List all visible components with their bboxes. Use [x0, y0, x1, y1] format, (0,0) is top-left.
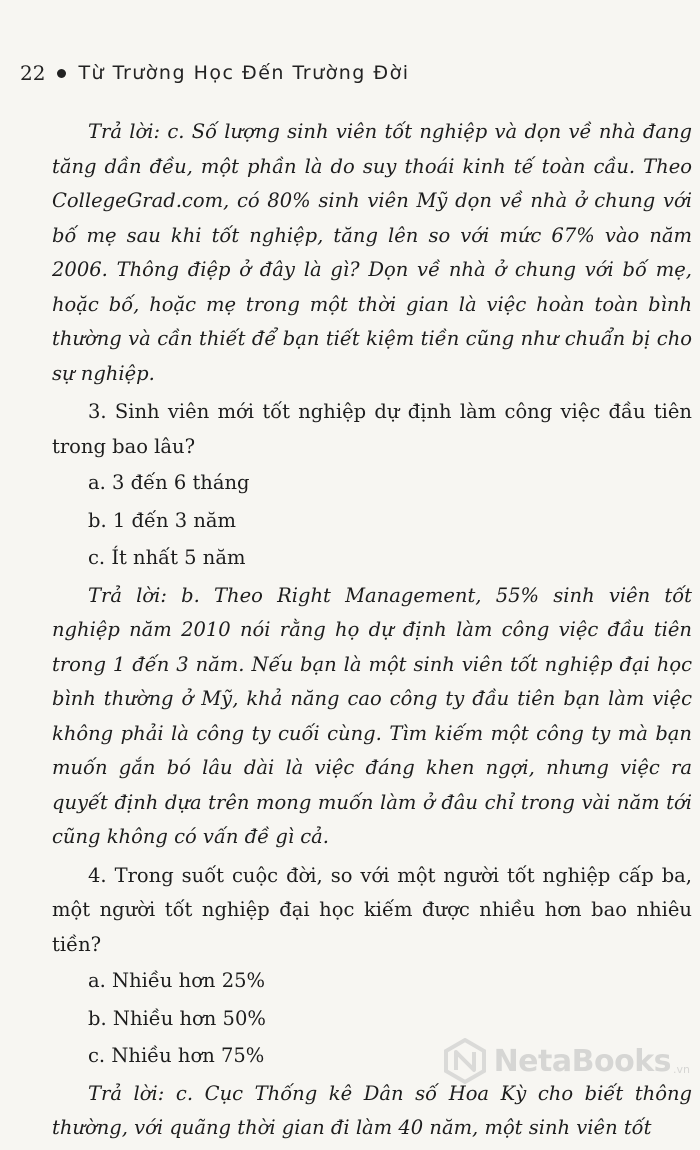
answer-question-3: Trả lời: b. Theo Right Management, 55% sinh viên tốt nghiệp năm 2010 nói rằng họ dự định làm công việc đầu tiên trong 1 đến 3 năm. Nếu bạn là một sinh viên tốt nghiệp đại học bình thường ở Mỹ, khả năng cao công ty đầu tiên bạn làm việc không phải là công ty cuối cùng. Tìm kiếm một công ty mà bạn muốn gắn bó lâu dài là việc đáng khen ngợi, nhưng việc ra quyết định dựa trên mong muốn làm ở đâu chỉ trong vài năm tới cũng không có vấn đề gì cả. [52, 583, 692, 848]
watermark [442, 1038, 690, 1084]
q4-option-c: c. Nhiều hơn 75% [88, 1044, 265, 1067]
question-3: 3. Sinh viên mới tốt nghiệp dự định làm công việc đầu tiên trong bao lâu? [52, 400, 692, 458]
watermark-suffix: .vn [673, 1062, 690, 1076]
page-header [20, 58, 410, 88]
answer-question-4: Trả lời: c. Cục Thống kê Dân số Hoa Kỳ cho biết thông thường, với quãng thời gian đi làm 40 năm, một sinh viên tốt [52, 1081, 692, 1139]
q3-option-a: a. 3 đến 6 tháng [88, 471, 250, 494]
answer-question-2: Trả lời: c. Số lượng sinh viên tốt nghiệp và dọn về nhà đang tăng dần đều, một phần là do suy thoái kinh tế toàn cầu. Theo CollegeGrad.com, có 80% sinh viên Mỹ dọn về nhà ở chung với bố mẹ sau khi tốt nghiệp, tăng lên so với mức 67% vào năm 2006. Thông điệp ở đây là gì? Dọn về nhà ở chung với bố mẹ, hoặc bố, hoặc mẹ trong một thời gian là việc hoàn toàn bình thường và cần thiết để bạn tiết kiệm tiền cũng như chuẩn bị cho sự nghiệp. [52, 120, 692, 385]
q4-option-b: b. Nhiều hơn 50% [88, 1006, 266, 1030]
page-body [52, 115, 692, 1150]
q4-option-a: a. Nhiều hơn 25% [88, 969, 266, 992]
neta-logo-icon [442, 1038, 488, 1084]
q3-option-b: b. 1 đến 3 năm [88, 508, 237, 532]
question-4: 4. Trong suốt cuộc đời, so với một người tốt nghiệp cấp ba, một người tốt nghiệp đại học kiếm được nhiều hơn bao nhiêu tiền? [52, 863, 692, 956]
running-title: Từ Trường Học Đến Trường Đời [78, 62, 410, 84]
q3-option-c: c. Ít nhất 5 năm [88, 546, 246, 569]
page-number: 22 [20, 61, 46, 85]
watermark-text: NetaBooks [493, 1043, 672, 1079]
bullet-icon [57, 69, 66, 78]
